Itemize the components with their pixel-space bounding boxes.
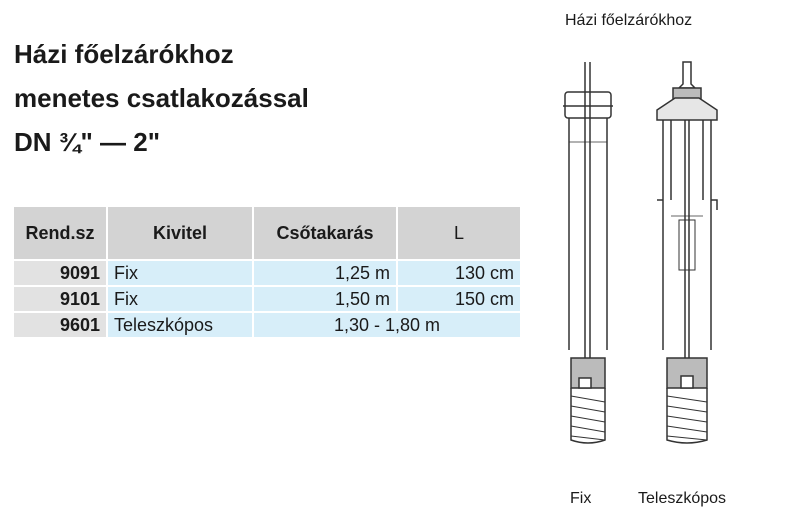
row-cover: 1,25 m xyxy=(254,261,396,285)
valve-box-drawing xyxy=(545,50,745,450)
row-type: Fix xyxy=(108,261,252,285)
row-code: 9091 xyxy=(14,261,106,285)
row-cover: 1,50 m xyxy=(254,287,396,311)
title-line-1: Házi főelzárókhoz xyxy=(14,39,234,69)
row-range: 1,30 - 1,80 m xyxy=(254,313,520,337)
page-title xyxy=(14,32,309,164)
diagram-title: Házi főelzárókhoz xyxy=(565,12,693,29)
title-line-3: DN ¾" — 2" xyxy=(14,127,161,157)
caption-telescopic: Teleszkópos xyxy=(638,490,727,507)
telescopic-variant-drawing xyxy=(657,62,717,443)
row-code: 9601 xyxy=(14,313,106,337)
fix-variant-drawing xyxy=(563,62,613,443)
caption-fix: Fix xyxy=(570,490,592,507)
row-type: Teleszkópos xyxy=(108,313,252,337)
table-header-row xyxy=(14,207,520,259)
header-code: Rend.sz xyxy=(14,207,106,259)
header-cover: Csőtakarás xyxy=(254,207,396,259)
title-line-2: menetes csatlakozással xyxy=(14,83,309,113)
header-type: Kivitel xyxy=(108,207,252,259)
row-length: 130 cm xyxy=(398,261,520,285)
spec-table xyxy=(12,205,522,339)
row-code: 9101 xyxy=(14,287,106,311)
row-type: Fix xyxy=(108,287,252,311)
table-row xyxy=(14,287,520,311)
row-length: 150 cm xyxy=(398,287,520,311)
table-row xyxy=(14,313,520,337)
table-row xyxy=(14,261,520,285)
header-length: L xyxy=(398,207,520,259)
